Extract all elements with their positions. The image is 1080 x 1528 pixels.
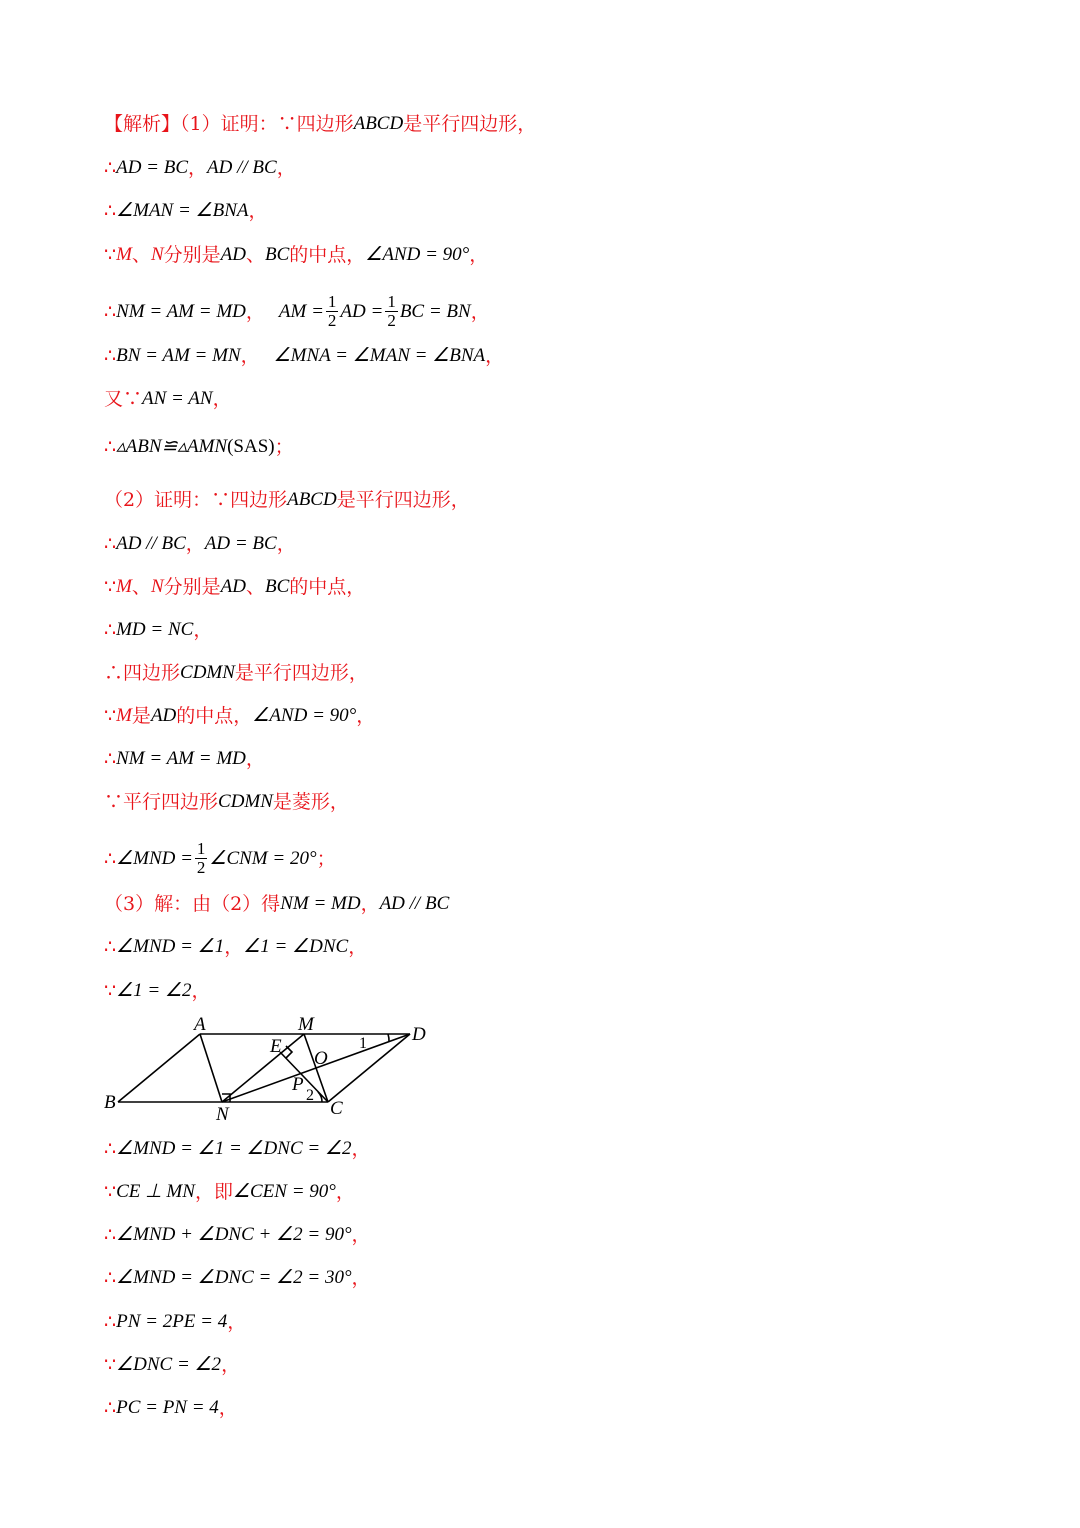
punct: ，	[212, 388, 232, 410]
part1-header	[104, 112, 536, 136]
punct: ，	[193, 619, 213, 641]
punct: ，	[224, 936, 244, 958]
label-E: E	[270, 1036, 282, 1057]
therefore-symbol: ∴	[104, 1138, 117, 1160]
edge-BA	[118, 1034, 200, 1102]
math-expr: AD	[150, 705, 177, 726]
part3-header	[104, 892, 449, 916]
text: 是平行四边形，	[234, 662, 368, 684]
punct: ，	[188, 157, 208, 179]
text: 是	[131, 705, 151, 727]
math-expr: CDMN	[180, 662, 235, 683]
math-expr: AD // BC	[207, 157, 277, 178]
part1-intro-tail: 是平行四边形，	[403, 113, 537, 135]
punct: ，	[469, 244, 489, 266]
because-symbol: ∵	[104, 980, 117, 1002]
fraction-denominator: 2	[196, 858, 206, 877]
label-M: M	[298, 1014, 314, 1035]
step-line-27	[104, 1396, 238, 1420]
therefore-symbol: ∴	[104, 300, 117, 323]
angle-arc-1	[388, 1034, 389, 1042]
step-line-22	[104, 1180, 355, 1204]
part2-quad-name: ABCD	[287, 489, 337, 510]
label-B: B	[104, 1092, 116, 1113]
math-expr: NM = AM = MD	[116, 748, 246, 769]
step-line-2	[104, 156, 296, 180]
math-expr: AD // BC	[379, 893, 450, 914]
step-line-5	[104, 293, 490, 330]
step-line-12	[104, 618, 212, 642]
math-expr: BC = BN	[399, 300, 471, 322]
punct: ，	[245, 300, 265, 323]
because-symbol: ∵	[104, 244, 117, 266]
therefore-symbol: ∴	[104, 1267, 117, 1289]
math-expr: ∠MND = ∠DNC = ∠2 = 30°	[116, 1267, 352, 1288]
because-symbol: ∵	[104, 576, 117, 598]
math-expr: ∠AND = 90°	[252, 705, 357, 726]
therefore-text: ∴四边形	[104, 662, 181, 684]
step-line-17	[104, 840, 336, 877]
label-N: N	[216, 1104, 229, 1125]
because-symbol: ∵	[104, 1354, 117, 1376]
therefore-symbol: ∴	[104, 619, 117, 641]
step-line-23	[104, 1223, 371, 1247]
punct: ，	[191, 980, 211, 1002]
math-expr: ▵ABN≌▵AMN	[116, 436, 228, 457]
fraction-half	[326, 293, 339, 330]
part3-intro: （3）解：由（2）得	[104, 893, 281, 915]
text: 、	[131, 576, 151, 598]
punct: ，	[356, 705, 376, 727]
because-symbol: ∵	[104, 705, 117, 727]
part2-intro-tail: 是平行四边形，	[336, 489, 470, 511]
label-A: A	[194, 1014, 206, 1035]
punct: ，	[276, 533, 296, 555]
punct: ，	[218, 1397, 238, 1419]
because-symbol: ∵	[104, 1181, 117, 1203]
math-expr: AD = BC	[204, 533, 277, 554]
math-expr: ∠MAN = ∠BNA	[116, 200, 249, 221]
text: 的中点，	[289, 244, 366, 266]
text: ，即	[194, 1181, 233, 1203]
punct: ；	[316, 847, 336, 870]
math-expr: CDMN	[218, 791, 273, 812]
math-expr: M	[116, 244, 132, 265]
math-expr: N	[150, 576, 164, 597]
math-expr: PC = PN = 4	[116, 1397, 219, 1418]
math-expr: NM = AM = MD	[116, 300, 246, 322]
part1-quad-name: ABCD	[353, 113, 404, 134]
math-expr: CE ⊥ MN	[116, 1181, 195, 1202]
step-line-20	[104, 979, 211, 1003]
punct: ；	[274, 436, 294, 458]
punct: ，	[276, 157, 296, 179]
math-expr: AD // BC	[116, 533, 186, 554]
geometry-figure	[100, 1010, 440, 1125]
step-line-14	[104, 704, 375, 728]
punct: ，	[185, 533, 205, 555]
step-line-24	[104, 1266, 371, 1290]
math-expr: AD =	[340, 300, 384, 322]
step-line-8	[104, 435, 294, 459]
punct: ，	[245, 748, 265, 770]
math-expr: MD = NC	[116, 619, 194, 640]
therefore-symbol: ∴	[104, 436, 117, 458]
therefore-symbol: ∴	[104, 936, 117, 958]
fraction-denominator: 2	[327, 311, 337, 330]
math-expr: AM =	[278, 300, 324, 322]
edge-DC	[328, 1034, 410, 1102]
math-expr: BC	[264, 576, 290, 597]
math-expr: BC	[264, 244, 290, 265]
label-P: P	[292, 1074, 304, 1095]
part2-header	[104, 488, 470, 512]
label-angle-1: 1	[359, 1035, 367, 1052]
math-expr: ∠MND = ∠1 = ∠DNC = ∠2	[116, 1138, 352, 1159]
math-expr: ∠MND =	[116, 847, 193, 869]
math-expr: ∠1 = ∠2	[116, 980, 192, 1001]
because-text: ∵平行四边形	[104, 791, 219, 813]
label-O: O	[314, 1048, 328, 1069]
math-expr: (SAS)	[227, 436, 275, 457]
therefore-symbol: ∴	[104, 533, 117, 555]
right-angle-E	[286, 1046, 292, 1058]
fraction-half	[195, 840, 208, 877]
punct: ，	[227, 1311, 247, 1333]
text: 的中点，	[176, 705, 253, 727]
step-line-25	[104, 1310, 246, 1334]
step-line-10	[104, 532, 296, 556]
math-expr: AN = AN	[142, 388, 213, 409]
math-expr: AD	[220, 576, 246, 597]
math-expr: N	[150, 244, 164, 265]
part2-intro: （2）证明：∵四边形	[104, 489, 288, 511]
math-expr: AD = BC	[116, 157, 189, 178]
therefore-symbol: ∴	[104, 847, 117, 870]
therefore-symbol: ∴	[104, 345, 117, 367]
math-expr: ∠MND = ∠1	[116, 936, 225, 957]
text: 、	[245, 244, 265, 266]
math-expr: M	[116, 705, 132, 726]
label-angle-2: 2	[306, 1087, 314, 1104]
math-expr: ∠CEN = 90°	[232, 1181, 336, 1202]
punct: ，	[351, 1267, 371, 1289]
punct: ，	[335, 1181, 355, 1203]
fraction-numerator: 1	[387, 292, 396, 311]
because-symbol: 又∵	[104, 388, 143, 410]
math-expr: AD	[220, 244, 246, 265]
therefore-symbol: ∴	[104, 1224, 117, 1246]
fraction-numerator: 1	[327, 292, 337, 311]
therefore-symbol: ∴	[104, 157, 117, 179]
fraction-denominator: 2	[387, 311, 396, 330]
label-D: D	[412, 1024, 426, 1045]
therefore-symbol: ∴	[104, 200, 117, 222]
math-expr: ∠AND = 90°	[365, 244, 470, 265]
punct: ，	[240, 345, 260, 367]
step-line-3	[104, 199, 268, 223]
text: 、	[131, 244, 151, 266]
punct: ，	[348, 936, 368, 958]
text: 的中点，	[289, 576, 366, 598]
step-line-26	[104, 1353, 240, 1377]
step-line-16	[104, 790, 349, 814]
part1-intro: 【解析】（1）证明：∵四边形	[104, 113, 354, 135]
math-expr: M	[116, 576, 132, 597]
step-line-15	[104, 747, 265, 771]
punct: ，	[351, 1138, 371, 1160]
text: 分别是	[163, 576, 221, 598]
math-expr: ∠DNC = ∠2	[116, 1354, 222, 1375]
text: 分别是	[163, 244, 221, 266]
math-expr: PN = 2PE = 4	[116, 1311, 228, 1332]
step-line-19	[104, 935, 367, 959]
math-expr: ∠MNA = ∠MAN = ∠BNA	[273, 345, 486, 366]
punct: ，	[351, 1224, 371, 1246]
step-line-7	[104, 387, 232, 411]
therefore-symbol: ∴	[104, 1397, 117, 1419]
fraction-half	[385, 293, 398, 330]
segment-AN	[200, 1034, 222, 1102]
label-C: C	[330, 1098, 343, 1119]
step-line-11	[104, 575, 365, 599]
punct: ，	[221, 1354, 241, 1376]
punct: ，	[470, 300, 490, 323]
step-line-4	[104, 243, 488, 267]
step-line-13	[104, 661, 368, 685]
therefore-symbol: ∴	[104, 1311, 117, 1333]
angle-arc-2	[318, 1092, 322, 1102]
text: 是菱形，	[272, 791, 349, 813]
step-line-21	[104, 1137, 371, 1161]
text: 、	[245, 576, 265, 598]
math-expr: ∠CNM = 20°	[209, 847, 317, 869]
punct: ，	[248, 200, 268, 222]
therefore-symbol: ∴	[104, 748, 117, 770]
step-line-6	[104, 344, 504, 368]
math-expr: ∠1 = ∠DNC	[243, 936, 349, 957]
punct: ，	[360, 893, 380, 915]
math-expr: NM = MD	[280, 893, 361, 914]
fraction-numerator: 1	[196, 839, 206, 858]
math-expr: BN = AM = MN	[116, 345, 241, 366]
math-expr: ∠MND + ∠DNC + ∠2 = 90°	[116, 1224, 352, 1245]
punct: ，	[485, 345, 505, 367]
